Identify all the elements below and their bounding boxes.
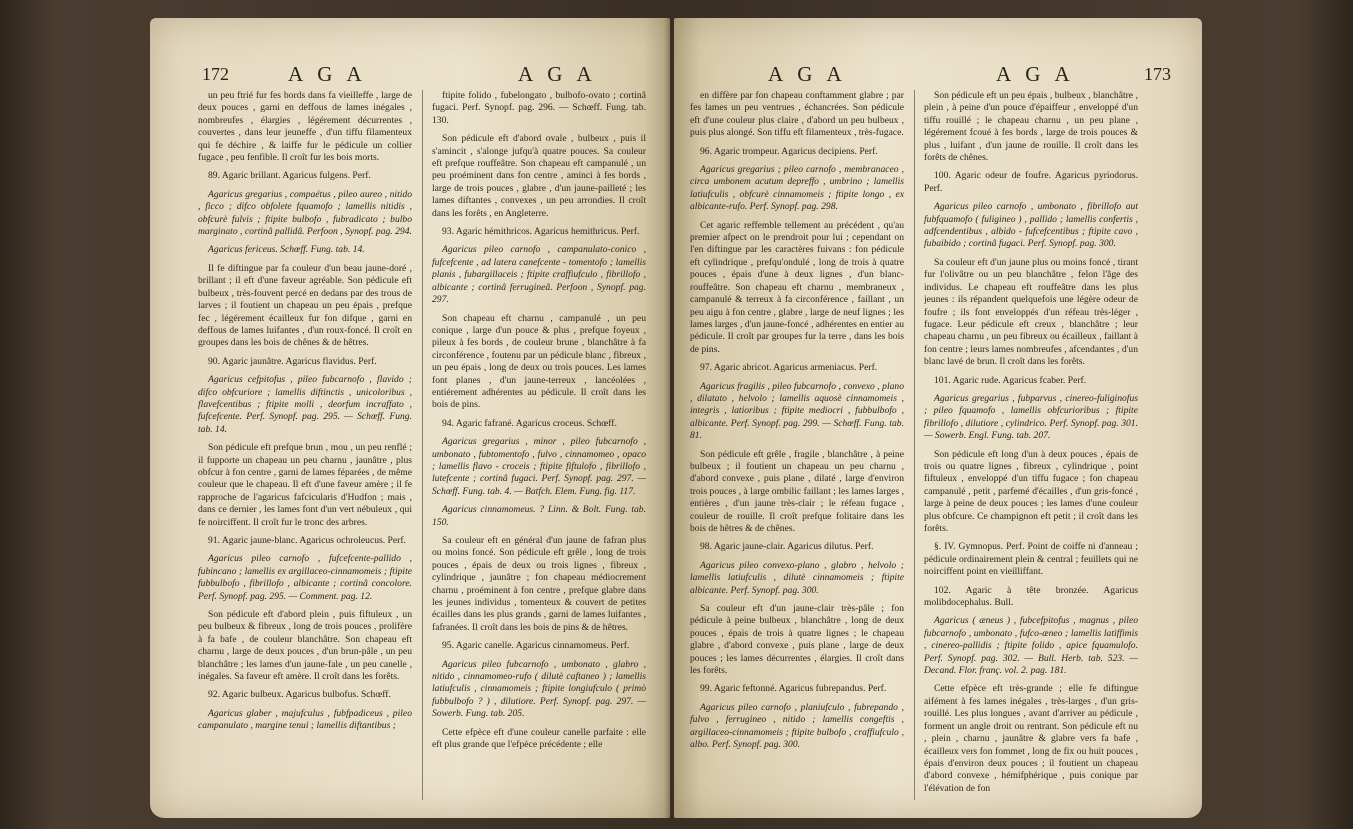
paragraph: 100. Agaric odeur de foufre. Agaricus pyriodorus. Perf. bbox=[924, 170, 1138, 194]
paragraph: Son pédicule eft grêle , fragile , blanchâtre , à peine bulbeux ; il foutient un chapeau un peu charnu , d'abord convexe , puis plane , dilaté , large d'environ trois pouces , à large ombilic faillant ; les lames larges , entières , d'un jaune très-clair ; le réfeau fugace , couleur de rouille. Il croît prefque folitaire dans les bois de hêtres & de chênes. bbox=[690, 448, 904, 534]
paragraph: 95. Agaric canelle. Agaricus cinnamomeus. Perf. bbox=[442, 640, 630, 652]
paragraph: Agaricus pileo carnofo , campanulato-conico , fufcefcente , ad latera canefcente - tomentofo ; lamellis planis , fubargillaceis ; ftipite craffiufculo , fibrillofo , albicante ; cortinâ ferrugineâ. Perfoon , Synopf. pag. 297. bbox=[432, 244, 646, 306]
paragraph: Agaricus gregarius ; pileo carnofo , membranaceo , circa umbonem acutum depreffo , umbrino ; lamellis latiufculis , obfcurè cinnamomeis ; ftipite longo , ex albicante-rufo. Perf. Synopf. pag. 298. bbox=[690, 164, 904, 213]
paragraph: Cette efpèce eft très-grande ; elle fe diftingue aifément à fes lames inégales , très-larges , d'un gris-rouillé. Les plus longues , avant d'arriver au pédicule , forment un angle droit ou rentrant. Son pédicule eft nu , plein , charnu , jaunâtre & glabre vers fa bafe , écailleux vers fon fommet , long de fix ou huit pouces , épais d'environ deux pouces ; il foutient un chapeau d'abord convexe , hémifphérique , puis conique par l'élévation de fon bbox=[924, 683, 1138, 794]
paragraph: 101. Agaric rude. Agaricus fcaber. Perf. bbox=[934, 374, 1087, 386]
paragraph: Son chapeau eft charnu , campanulé , un peu conique , large d'un pouce & plus , prefque foyeux , pileux à fes bords , de couleur brune , blanchâtre à fa circonférence , foutenu par un pédicule blanc , fibreux , un peu épais , long de deux ou trois pouces. Les lames font planes , d'un jaune-terreux , lancéolées , entiérement adhérentes au pédicule. Il croît dans les bois de pins. bbox=[432, 312, 646, 411]
left-page-number: 172 bbox=[202, 64, 229, 84]
paragraph: 102. Agaric à tête bronzée. Agaricus molibdocephalus. Bull. bbox=[924, 584, 1138, 609]
paragraph: Agaricus pileo carnofo , fufcefcente-pallido , fubincano ; lamellis ex argillaceo-cinnamomeis ; ftipite fubbulbofo , fibrillofo , albicante ; cortinâ concolore. Perf. Synopf. pag. 295. — Comment. pag. 12. bbox=[198, 553, 412, 602]
paragraph: 89. Agaric brillant. Agaricus fulgens. Perf. bbox=[208, 170, 371, 182]
left-page bbox=[150, 18, 670, 818]
paragraph: 92. Agaric bulbeux. Agaricus bulbofus. Schœff. bbox=[208, 689, 391, 701]
paragraph: Sa couleur eft en général d'un jaune de fafran plus ou moins foncé. Son pédicule eft grêle , long de trois pouces , épais de deux ou trois lignes , fibreux , cylindrique , jaunâtre ; fon chapeau médiocrement charnu , proéminent à fon centre , prefque glabre dans les jeunes individus , tomenteux & couvert de petites écailles dans les plus grands , garni de lames luifantes , fafranées. Il croît dans les bois de pins & de hêtres. bbox=[432, 535, 646, 633]
paragraph: Agaricus glaber , majufculus , fubfpadiceus , pileo campanulato , margine tenui ; lamellis diftantibus ; bbox=[198, 707, 412, 732]
paragraph: Son pédicule eft prefque brun , mou , un peu renflé ; il fupporte un chapeau un peu charnu , jaunâtre , plus obfcur à fon centre , garni de lames féparées , de même couleur que le chapeau. Il eft d'une faveur amère ; il fe rapproche de l'agaricus fafcicularis d'Hudfon ; mais , dans ce dernier , les lames font d'un vert nébuleux , qui fe noirciffent. Il croît fur le tronc des arbres. bbox=[198, 442, 412, 528]
left-column-2 bbox=[432, 90, 646, 810]
paragraph: 97. Agaric abricot. Agaricus armeniacus. Perf. bbox=[700, 362, 878, 374]
paragraph: Son pédicule eft long d'un à deux pouces , épais de trois ou quatre lignes , fibreux , cylindrique , point fiftuleux , enveloppé d'un tiffu fugace ; fon chapeau campanulé , petit , parfemé d'écailles , d'un gris-foncé , large à peine de deux pouces ; les lames d'une couleur plus obfcure. Ce champignon eft petit ; il croît dans les forêts. bbox=[924, 448, 1138, 534]
paragraph: Agaricus gregarius , compaétus , pileo aureo , nitido , ficco ; difco obfolete fquamofo ; lamellis nitidis , obfcurè fulvis ; ftipite bulbofo , fubradicato ; bulbo marginato , cortinâ pallidâ. Perfoon , Synopf. pag. 294. bbox=[198, 188, 412, 238]
paragraph: en diffère par fon chapeau conftamment glabre ; par fes lames un peu ventrues , échancrées. Son pédicule eft d'une couleur plus claire , d'abord un peu bulbeux , puis plus alongé. Son tiffu eft filamenteux , très-fugace. bbox=[690, 90, 904, 139]
left-running-head-1: A G A bbox=[288, 62, 367, 86]
paragraph: Agaricus fragilis , pileo fubcarnofo , convexo , plano , dilatato , helvolo ; lamellis aquosè cinnamomeis , integris , latioribus ; ftipite mediocri , fubbulbofo , albicante. Perf. Synopf. pag. 299. — Schœff. Fung. tab. 81. bbox=[690, 380, 904, 442]
paragraph: Agaricus pileo convexo-plano , glabro , helvolo ; lamellis latiufculis , dilutè cinnamomeis ; ftipite albicante. Perf. Synopf. pag. 300. bbox=[690, 559, 904, 596]
right-running-head-2: A G A bbox=[996, 62, 1075, 86]
left-running-head-2: A G A bbox=[518, 62, 597, 86]
paragraph: un peu ftrié fur fes bords dans fa vieilleffe , large de deux pouces , garni en deffous de lames inégales , nombreufes , élargies , légérement décurrentes , couvertes , dans leur jeuneffe , d'un tiffu filamenteux qui fe déchire , & laiffe fur le pédicule un collier fugace , peu fenfible. Il croît fur les bois morts. bbox=[198, 90, 412, 164]
paragraph: Sa couleur eft d'un jaune-clair très-pâle ; fon pédicule à peine bulbeux , blanchâtre , long de deux pouces , épais de trois à quatre lignes ; le chapeau glabre , d'abord convexe , puis plane , large de deux pouces ; les lames décurrentes , élargies. Il croît dans les forêts. bbox=[690, 603, 904, 677]
right-page bbox=[674, 18, 1202, 818]
paragraph: Agaricus pileo fubcarnofo , umbonato , glabro , nitido , cinnamomeo-rufo ( dilutè caftaneo ) ; lamellis latiufculis , cinnamomeis ; ftipite longiufculo ( primò fubbulbofo ? ) , dilutiore. Perf. Synopf. pag. 297. — Sowerb. Fung. tab. 205. bbox=[432, 658, 646, 720]
paragraph: 94. Agaric fafrané. Agaricus croceus. Schœff. bbox=[442, 417, 617, 429]
paragraph: Son pédicule eft un peu épais , bulbeux , blanchâtre , plein , à peine d'un pouce d'épaiffeur , enveloppé d'un tiffu rouillé ; le chapeau charnu , un peu plane , légérement fcoué à fes bords , large de trois pouces & plus , luifant , d'un jaune de rouille. Il croît dans les forêts de chênes. bbox=[924, 90, 1138, 164]
paragraph: 90. Agaric jaunâtre. Agaricus flavidus. Perf. bbox=[208, 355, 377, 367]
right-column-rule bbox=[914, 90, 915, 800]
paragraph: Agaricus gregarius , minor , pileo fubcarnofo , umbonato , fubtomentofo , fulvo , cinnamomeo , opaco ; lamellis flavo - croceis ; ftipite fiftulofo , fibrillofo , lutefcente ; cortinâ fugaci. Perf. Synopf. pag. 297. — Schœff. Fung. tab. 4. — Batfch. Elem. Fung. fig. 117. bbox=[432, 436, 646, 497]
paragraph: Cet agaric reffemble tellement au précédent , qu'au premier afpect on le prendroit pour lui ; cependant on l'en diftingue par les caractères fuivans : fon pédicule eft cylindrique , prefqu'ondulé , long de trois à quatre pouces , épais d'une à deux lignes , d'un blanc-rouffeâtre. Son chapeau eft charnu , membraneux , campanulé & terreux à fa circonférence , faillant , un peu aigu à fon centre , glabre , large de neuf lignes ; les lames larges , d'un jaune-foncé , adhérentes en entier au pédicule. Il croît par groupes fur la terre , dans les bois de pins. bbox=[690, 219, 904, 355]
paragraph: 99. Agaric feftonné. Agaricus fubrepandus. Perf. bbox=[700, 683, 887, 695]
paragraph: Agaricus pileo carnofo , umbonato , fibrillofo aut fubfquamofo ( fuligineo ) , pallido ; lamellis confertis , adfcendentibus , albido - fufcefcentibus ; ftipite cavo , fubaibido ; cortinâ fugaci. Perf. Synopf. pag. 300. bbox=[924, 201, 1138, 250]
paragraph: Agaricus ( æneus ) , fubcefpitofus , magnus , pileo fubcarnofo , umbonato , fufco-æneo ; lamellis latiffimis , cinereo-pallidis ; ftipite folido , apice fquamulofo. Perf. Synopf. pag. 302. — Bull. Herb. tab. 523. — Decand. Flor. franç. vol. 2. pag. 181. bbox=[924, 615, 1138, 677]
right-column-2 bbox=[924, 90, 1138, 810]
right-page-number: 173 bbox=[1144, 64, 1171, 84]
left-column-rule bbox=[422, 90, 423, 800]
paragraph: 96. Agaric trompeur. Agaricus decipiens. Perf. bbox=[700, 145, 878, 157]
paragraph: 93. Agaric hémithricos. Agaricus hemithricus. Perf. bbox=[442, 226, 640, 238]
paragraph: Il fe diftingue par fa couleur d'un beau jaune-doré , brillant ; il eft d'une faveur agréable. Son pédicule eft bulbeux , très-fouvent percé en dedans par des trous de larves ; il foutient un chapeau un peu épais , prefque fec , légérement écailleux fur fon difque , garni en deffous de lames luifantes , d'un roux-foncé. Il croît en groupes dans les bois de chênes & de hêtres. bbox=[198, 262, 412, 349]
paragraph: Agaricus cinnamomeus. ? Linn. & Bolt. Fung. tab. 150. bbox=[432, 504, 646, 528]
paragraph: §. IV. Gymnopus. Perf. Point de coiffe ni d'anneau ; pédicule ordinairement plein & central ; feuillets qui ne noirciffent point en vieilliffant. bbox=[924, 541, 1138, 578]
paragraph: 98. Agaric jaune-clair. Agaricus dilutus. Perf. bbox=[700, 541, 874, 553]
right-running-head-1: A G A bbox=[768, 62, 847, 86]
paragraph: Son pédicule eft d'abord ovale , bulbeux , puis il s'amincit , s'alonge jufqu'à quatre pouces. Sa couleur eft prefque rouffeâtre. Son chapeau eft campanulé , un peu proéminent dans fon centre , aminci à fes bords , large de trois pouces , glabre , d'un jaune-pailleté ; les lames diftantes , convexes , un peu arrondies. Il croît dans les forêts , en Angleterre. bbox=[432, 133, 646, 219]
paragraph: Agaricus pileo carnofo , planiufculo , fubrepando , fulvo , ferrugineo , nitido ; lamellis congeftis , argillaceo-cinnamomeis ; ftipite bulbofo , craffiufculo , albo. Perf. Synopf. pag. 300. bbox=[690, 701, 904, 751]
paragraph: Agaricus gregarius , fubparvus , cinereo-fuliginofus ; pileo fquamofo , lamellis obfcurioribus ; ftipite fibrillofo , dilutiore , cylindrico. Perf. Synopf. pag. 301. — Sowerb. Engl. Fung. tab. 207. bbox=[924, 392, 1138, 442]
left-column-1 bbox=[198, 90, 412, 810]
paragraph: ftipite folido , fubelongato , bulbofo-ovato ; cortinâ fugaci. Perf. Synopf. pag. 296. — Schœff. Fung. tab. 130. bbox=[432, 90, 646, 126]
paragraph: Agaricus fericeus. Schœff. Fung. tab. 14. bbox=[208, 244, 365, 256]
paragraph: Cette efpèce eft d'une couleur canelle parfaite : elle eft plus grande que l'efpèce précédente ; elle bbox=[432, 726, 646, 751]
paragraph: Son pédicule eft d'abord plein , puis fiftuleux , un peu bulbeux & fibreux , long de trois pouces , prolifère à fa bafe , de couleur blanchâtre. Son chapeau eft charnu , large de deux pouces , d'un brun-pâle , un peu blanchâtre ; les lames d'un jaune-fale , un peu canelle , inégales. Sa faveur eft amère. Il croît dans les forêts. bbox=[198, 609, 412, 683]
paragraph: Sa couleur eft d'un jaune plus ou moins foncé , tirant fur l'olivâtre ou un peu blanchâtre , felon l'âge des individus. Le chapeau eft rouffeâtre dans les plus jeunes : ils répandent quelquefois une légère odeur de foufre ; ils font enveloppés d'un réfeau très-léger , fugace. Leur pédicule eft creux , blanchâtre ; leur chapeau charnu , un peu fibreux ou écailleux , faillant à fon centre ; leurs lames nombreufes , afcendantes , d'un blanc lavé de brun. Il croît dans les forêts. bbox=[924, 256, 1138, 368]
paragraph: Agaricus cefpitofus , pileo fubcarnofo , flavido ; difco obfcuriore ; lamellis diftinctis , unicoloribus , flavefcentibus ; ftipite molli , deorfum incraffato , fufcefcente. Perf. Synopf. pag. 295. — Schœff. Fung. tab. 14. bbox=[198, 374, 412, 435]
right-column-1 bbox=[690, 90, 904, 810]
paragraph: 91. Agaric jaune-blanc. Agaricus ochroleucus. Perf. bbox=[208, 535, 406, 546]
